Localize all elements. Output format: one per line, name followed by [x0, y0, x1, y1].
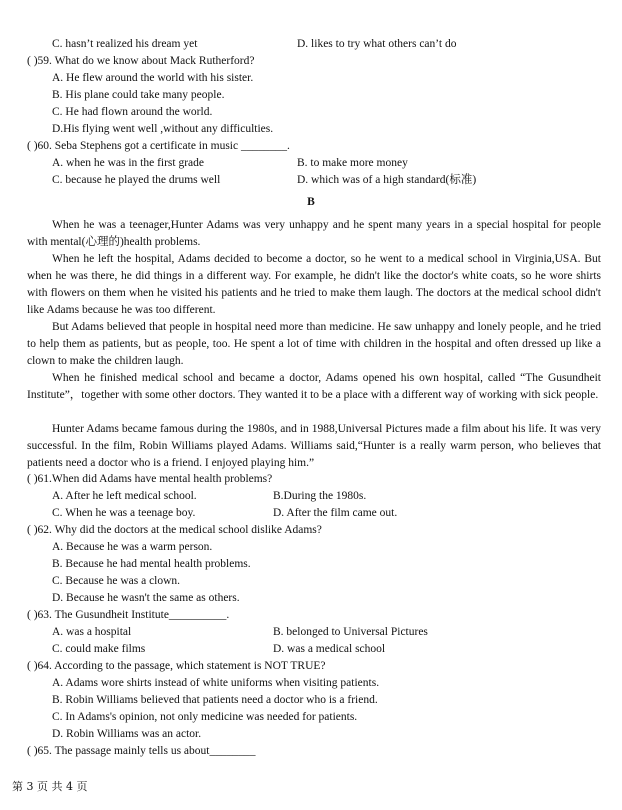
q62-option-c: C. Because he was a clown.	[52, 575, 181, 587]
passage-paragraph-2: When he left the hospital, Adams decided to become a doctor, so he went to a medical school in Virginia,USA. But when he was there, he did things in a different way. For example, he didn't like the doctor's white coats, so he wore shirts with flowers on them when he visited his patients and he tried to make them laugh. The doctors at the medical school didn't like Adams because he was too different.	[27, 253, 601, 316]
q59-option-c: C. He had flown around the world.	[52, 106, 213, 118]
q63-option-a: A. was a hospital	[52, 626, 132, 638]
q60-option-c: C. because he played the drums well	[52, 174, 221, 186]
q63-stem: ( )63. The Gusundheit Institute__________.	[27, 609, 230, 621]
q60-option-a: A. when he was in the first grade	[52, 157, 205, 169]
q64-option-d: D. Robin Williams was an actor.	[52, 728, 202, 740]
q62-option-b: B. Because he had mental health problems.	[52, 558, 251, 570]
passage-paragraph-4: When he finished medical school and became a doctor, Adams opened his own hospital, called “The Gusundheit Institute”，together with some other doctors. They wanted it to be a place with a different way of working with sick people.	[27, 372, 601, 401]
q64-option-b: B. Robin Williams believed that patients need a doctor who is a friend.	[52, 694, 378, 706]
q59-option-b: B. His plane could take many people.	[52, 89, 225, 101]
q60-option-d: D. which was of a high standard(标准)	[297, 174, 477, 186]
q64-option-a: A. Adams wore shirts instead of white uniforms when visiting patients.	[52, 677, 380, 689]
q60-option-b: B. to make more money	[297, 157, 408, 169]
q64-option-c: C. In Adams's opinion, not only medicine was needed for patients.	[52, 711, 358, 723]
q63-option-c: C. could make films	[52, 643, 146, 655]
q62-option-d: D. Because he wasn't the same as others.	[52, 592, 240, 604]
q59-stem: ( )59. What do we know about Mack Rutherford?	[27, 55, 255, 67]
section-title: B	[307, 196, 315, 208]
q61-option-a: A. After he left medical school.	[52, 490, 197, 502]
q61-option-b: B.During the 1980s.	[273, 490, 367, 502]
q63-option-d: D. was a medical school	[273, 643, 386, 655]
q59-option-d: D.His flying went well ,without any difficulties.	[52, 123, 274, 135]
q61-stem: ( )61.When did Adams have mental health problems?	[27, 473, 273, 485]
q62-option-a: A. Because he was a warm person.	[52, 541, 213, 553]
q63-option-b: B. belonged to Universal Pictures	[273, 626, 428, 638]
q64-stem: ( )64. According to the passage, which statement is NOT TRUE?	[27, 660, 326, 672]
passage-paragraph-3: But Adams believed that people in hospital need more than medicine. He saw unhappy and lonely people, and he tried to help them as patients, but as people, too. He spent a lot of time with children in the hospital and often dressed up like a clown to make the children laugh.	[27, 321, 601, 367]
q58-option-d: D. likes to try what others can’t do	[297, 38, 457, 50]
passage-paragraph-1: When he was a teenager,Hunter Adams was very unhappy and he spent many years in a special hospital for people with mental(心理的)health problems.	[27, 219, 601, 248]
passage-paragraph-5: Hunter Adams became famous during the 1980s, and in 1988,Universal Pictures made a film about his life. It was very successful. In the film, Robin Williams played Adams. Williams said,“Hunter is a really warm person, who believes that patients need a doctor who is a friend. I enjoyed playing him.”	[27, 423, 601, 469]
q59-option-a: A. He flew around the world with his sister.	[52, 72, 254, 84]
q60-stem: ( )60. Seba Stephens got a certificate in music ________.	[27, 140, 290, 152]
page-footer: 第 3 页 共 4 页	[12, 780, 88, 793]
q61-option-c: C. When he was a teenage boy.	[52, 507, 196, 519]
q62-stem: ( )62. Why did the doctors at the medical school dislike Adams?	[27, 524, 322, 536]
q61-option-d: D. After the film came out.	[273, 507, 398, 519]
q58-option-c: C. hasn’t realized his dream yet	[52, 38, 198, 50]
q65-stem: ( )65. The passage mainly tells us about________	[27, 745, 256, 757]
